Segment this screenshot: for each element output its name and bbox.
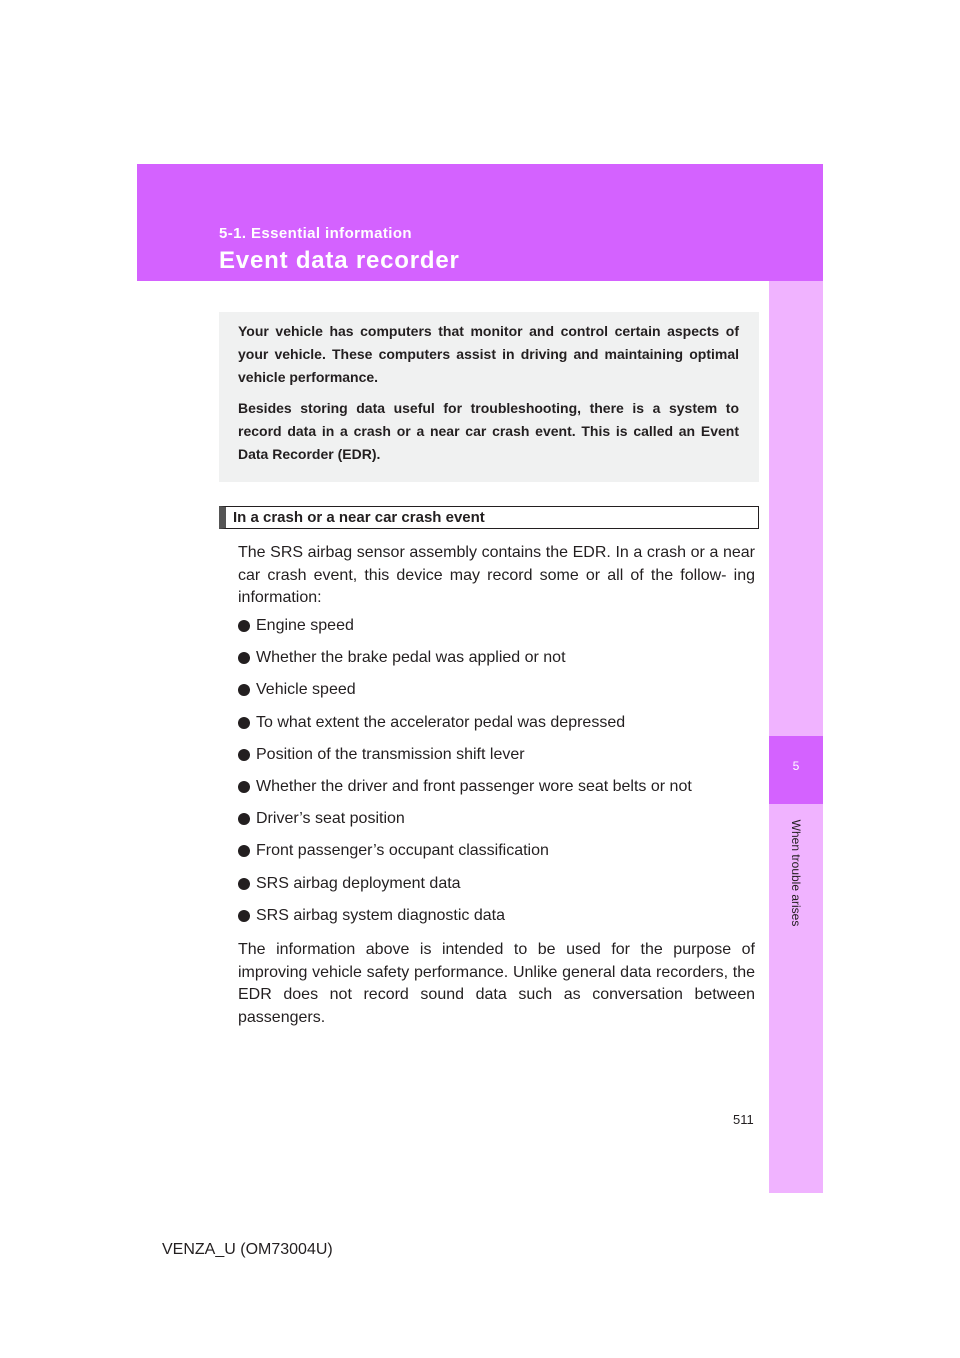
- intro-box: [219, 312, 759, 482]
- page-title: Event data recorder: [219, 247, 460, 274]
- list-item: [238, 776, 755, 808]
- list-item: [238, 808, 755, 840]
- bullet-icon: [238, 717, 250, 729]
- intro-paragraph: Besides storing data useful for troubleshooting, there is a system to record data in a crash or a near car crash event. This is called an Event Data Recorder (EDR).: [238, 400, 739, 462]
- list-item-text: SRS airbag system diagnostic data: [256, 906, 506, 924]
- list-item: [238, 615, 755, 647]
- list-item: [238, 744, 755, 776]
- chapter-name: When trouble arises: [789, 819, 803, 927]
- intro-paragraph: Your vehicle has computers that monitor and control certain aspects of your vehicle. These computers assist in driving and maintaining optimal vehicle performance.: [238, 323, 739, 385]
- list-item: [238, 712, 755, 744]
- section-label: 5-1. Essential information: [219, 225, 412, 242]
- list-item: [238, 840, 755, 872]
- list-item-text: SRS airbag deployment data: [256, 874, 461, 892]
- list-item-text: Whether the driver and front passenger wore seat belts or not: [256, 778, 692, 796]
- lead-paragraph: The SRS airbag sensor assembly contains the EDR. In a crash or a near car crash event, this device may record some or all of the follow- ing information:: [238, 544, 755, 607]
- list-item: [238, 905, 755, 937]
- subheading: In a crash or a near car crash event: [219, 506, 759, 529]
- bullet-icon: [238, 652, 250, 664]
- main-content: [238, 542, 755, 1034]
- bullet-icon: [238, 845, 250, 857]
- list-item: [238, 679, 755, 711]
- list-item: [238, 647, 755, 679]
- closing-paragraph: The information above is intended to be used for the purpose of improving vehicle safety performance. Unlike general data recorders, the EDR does not record sound data such as conversation between passengers.: [238, 940, 755, 1027]
- list-item-text: Engine speed: [256, 617, 354, 635]
- bullet-icon: [238, 878, 250, 890]
- bullet-icon: [238, 910, 250, 922]
- list-item: [238, 873, 755, 905]
- page-number: 511: [733, 1112, 754, 1127]
- bullet-icon: [238, 813, 250, 825]
- list-item-text: Vehicle speed: [256, 681, 356, 699]
- bullet-icon: [238, 620, 250, 632]
- recorded-data-list: [238, 615, 755, 937]
- list-item-text: To what extent the accelerator pedal was depressed: [256, 713, 626, 731]
- bullet-icon: [238, 749, 250, 761]
- bullet-icon: [238, 781, 250, 793]
- list-item-text: Position of the transmission shift lever: [256, 745, 525, 763]
- list-item-text: Driver’s seat position: [256, 810, 405, 828]
- document-code: VENZA_U (OM73004U): [162, 1241, 333, 1258]
- list-item-text: Front passenger’s occupant classification: [256, 842, 549, 860]
- bullet-icon: [238, 684, 250, 696]
- chapter-number: 5: [792, 759, 800, 773]
- list-item-text: Whether the brake pedal was applied or not: [256, 649, 566, 667]
